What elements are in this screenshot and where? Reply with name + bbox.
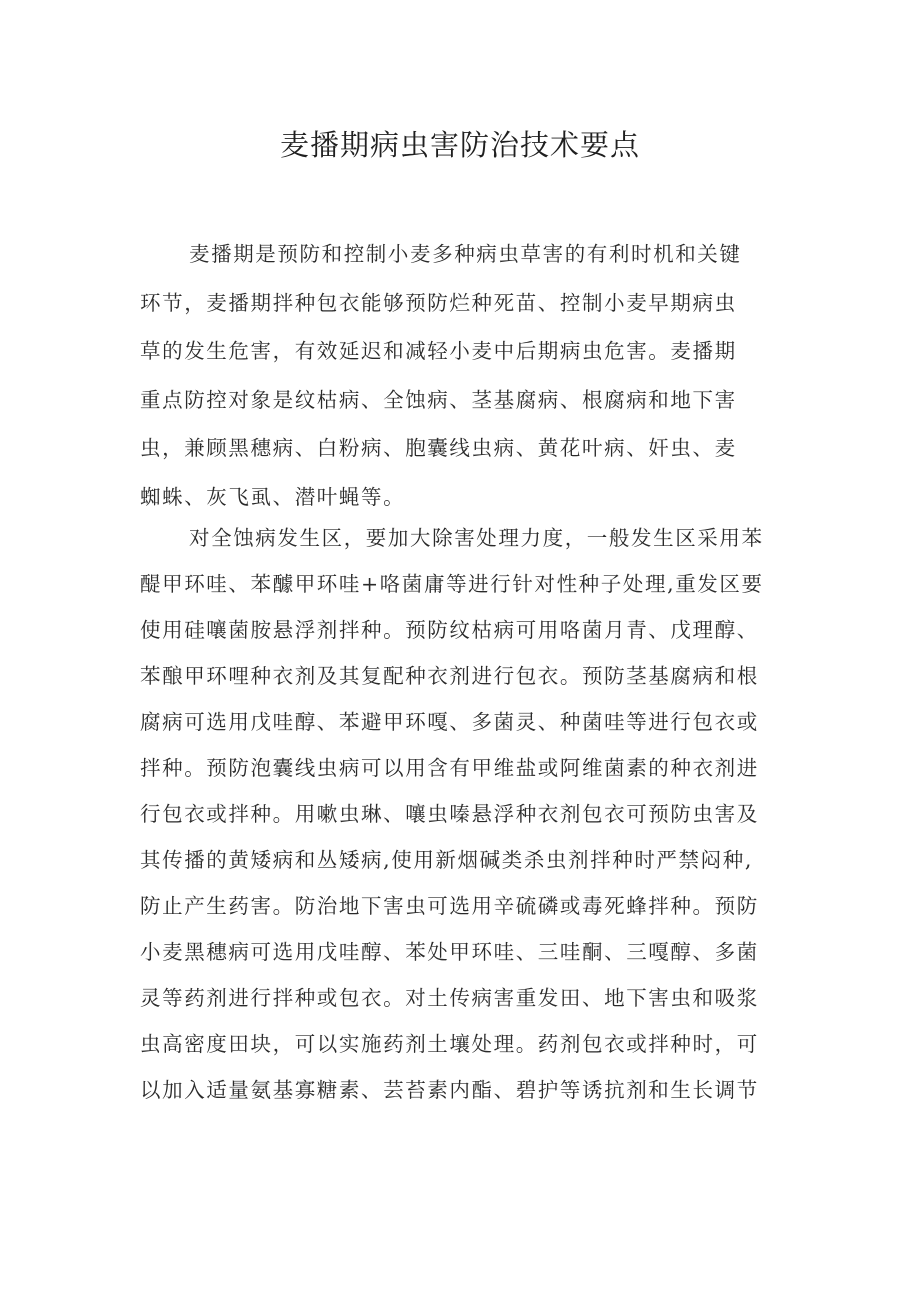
paragraph-line: 环节，麦播期拌种包衣能够预防烂种死苗、控制小麦早期病虫: [140, 290, 737, 315]
document-title: 麦播期病虫害防治技术要点: [279, 128, 640, 162]
paragraph-line: 小麦黑穗病可选用戊哇醇、苯处甲环哇、三哇酮、三嘎醇、多菌: [140, 940, 759, 964]
paragraph-line: 苯酿甲环哩种衣剂及其复配种衣剂进行包衣。预防茎基腐病和根: [140, 664, 759, 688]
paragraph-line: 灵等药剂进行拌种或包衣。对土传病害重发田、地下害虫和吸浆: [140, 986, 759, 1010]
paragraph-line: 其传播的黄矮病和丛矮病,使用新烟碱类杀虫剂拌种时严禁闷种,: [140, 848, 753, 872]
paragraph-line: 以加入适量氨基寡糖素、芸苔素内酯、碧护等诱抗剂和生长调节: [140, 1078, 759, 1102]
paragraph-line: 防止产生药害。防治地下害虫可选用辛硫磷或毒死蜂拌种。预防: [140, 894, 759, 918]
paragraph-treatment: [140, 515, 800, 1113]
paragraph-line: 对全蚀病发生区，要加大除害处理力度，一般发生区采用苯: [189, 526, 764, 550]
paragraph-line: 虫高密度田块，可以实施药剂土壤处理。药剂包衣或拌种时，可: [140, 1032, 759, 1056]
paragraph-intro: [140, 230, 800, 521]
paragraph-line: 麦播期是预防和控制小麦多种病虫草害的有利时机和关键: [189, 242, 742, 266]
paragraph-line: 蜘蛛、灰飞虱、潜叶蝇等。: [140, 484, 406, 509]
paragraph-line: 重点防控对象是纹枯病、全蚀病、茎基腐病、根腐病和地下害: [140, 387, 737, 412]
paragraph-line: 拌种。预防泡囊线虫病可以用含有甲维盐或阿维菌素的种衣剂进: [140, 756, 759, 780]
paragraph-line: 使用硅嚷菌胺悬浮剂拌种。预防纹枯病可用咯菌月青、戊理醇、: [140, 618, 759, 642]
paragraph-line: 草的发生危害，有效延迟和减轻小麦中后期病虫危害。麦播期: [140, 339, 737, 363]
paragraph-line: 醍甲环哇、苯醵甲环哇+咯菌庸等进行针对性种子处理,重发区要: [140, 572, 764, 596]
paragraph-line: 腐病可选用戊哇醇、苯避甲环嘎、多菌灵、种菌哇等进行包衣或: [140, 710, 759, 734]
paragraph-line: 行包衣或拌种。用嗽虫琳、嚷虫嗪悬浮种衣剂包衣可预防虫害及: [140, 802, 759, 826]
paragraph-line: 虫，兼顾黑穗病、白粉病、胞囊线虫病、黄花叶病、奸虫、麦: [140, 436, 737, 460]
